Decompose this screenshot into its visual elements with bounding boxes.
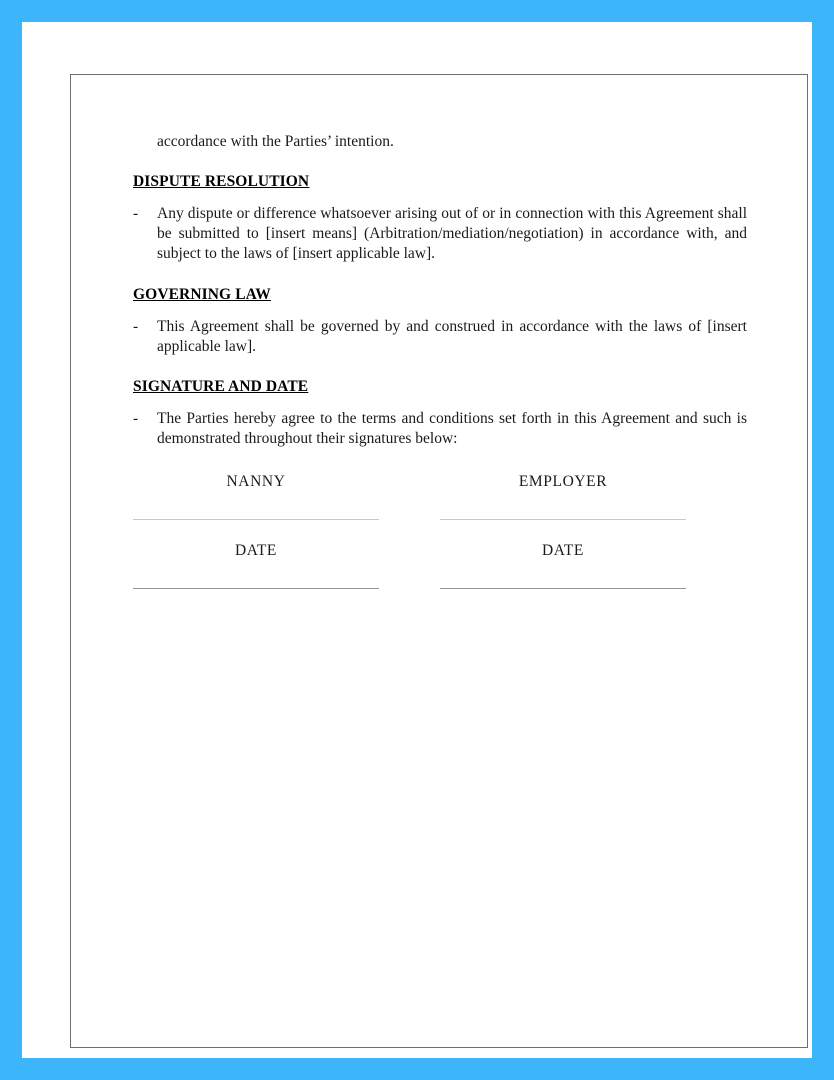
bullet-item-governing-law bbox=[133, 317, 747, 357]
bullet-dash-icon: - bbox=[133, 409, 139, 427]
bullet-item-dispute-resolution bbox=[133, 204, 747, 264]
section-heading-governing-law bbox=[133, 286, 747, 304]
bullet-item-signature-and-date bbox=[133, 409, 747, 449]
section-heading-label: GOVERNING LAW bbox=[133, 285, 271, 303]
signature-line-nanny[interactable] bbox=[133, 519, 379, 520]
date-line-employer[interactable] bbox=[440, 588, 686, 589]
bullet-text-signature-and-date: The Parties hereby agree to the terms and conditions set forth in this Agreement and such is demonstrated throughout their signatures below: bbox=[157, 409, 747, 447]
signature-party-label-nanny: NANNY bbox=[226, 473, 286, 490]
document-frame bbox=[70, 74, 808, 1048]
bullet-text-dispute-resolution: Any dispute or difference whatsoever arising out of or in connection with this Agreement shall be submitted to [insert means] (Arbitration/mediation/negotiation) in accordance with, and subject to the laws of [insert applicable law]. bbox=[157, 205, 747, 263]
signature-column-employer bbox=[440, 473, 686, 589]
bullet-dash-icon: - bbox=[133, 317, 139, 335]
section-heading-label: DISPUTE RESOLUTION bbox=[133, 173, 310, 191]
page-sheet bbox=[22, 22, 812, 1058]
signature-line-employer[interactable] bbox=[440, 519, 686, 520]
section-heading-label: SIGNATURE AND DATE bbox=[133, 377, 309, 395]
document-body bbox=[133, 132, 747, 449]
signature-date-label-nanny: DATE bbox=[234, 542, 277, 559]
signature-column-nanny bbox=[133, 473, 379, 589]
signature-block bbox=[133, 473, 793, 589]
signature-date-label-employer: DATE bbox=[541, 542, 584, 559]
lead-paragraph: accordance with the Parties’ intention. bbox=[157, 133, 394, 150]
section-heading-signature-and-date bbox=[133, 378, 747, 396]
signature-party-label-employer: EMPLOYER bbox=[518, 473, 608, 490]
signature-columns bbox=[133, 473, 793, 589]
date-line-nanny[interactable] bbox=[133, 588, 379, 589]
bullet-text-governing-law: This Agreement shall be governed by and construed in accordance with the laws of [insert applicable law]. bbox=[157, 317, 747, 355]
section-heading-dispute-resolution bbox=[133, 173, 747, 191]
bullet-dash-icon: - bbox=[133, 205, 139, 223]
